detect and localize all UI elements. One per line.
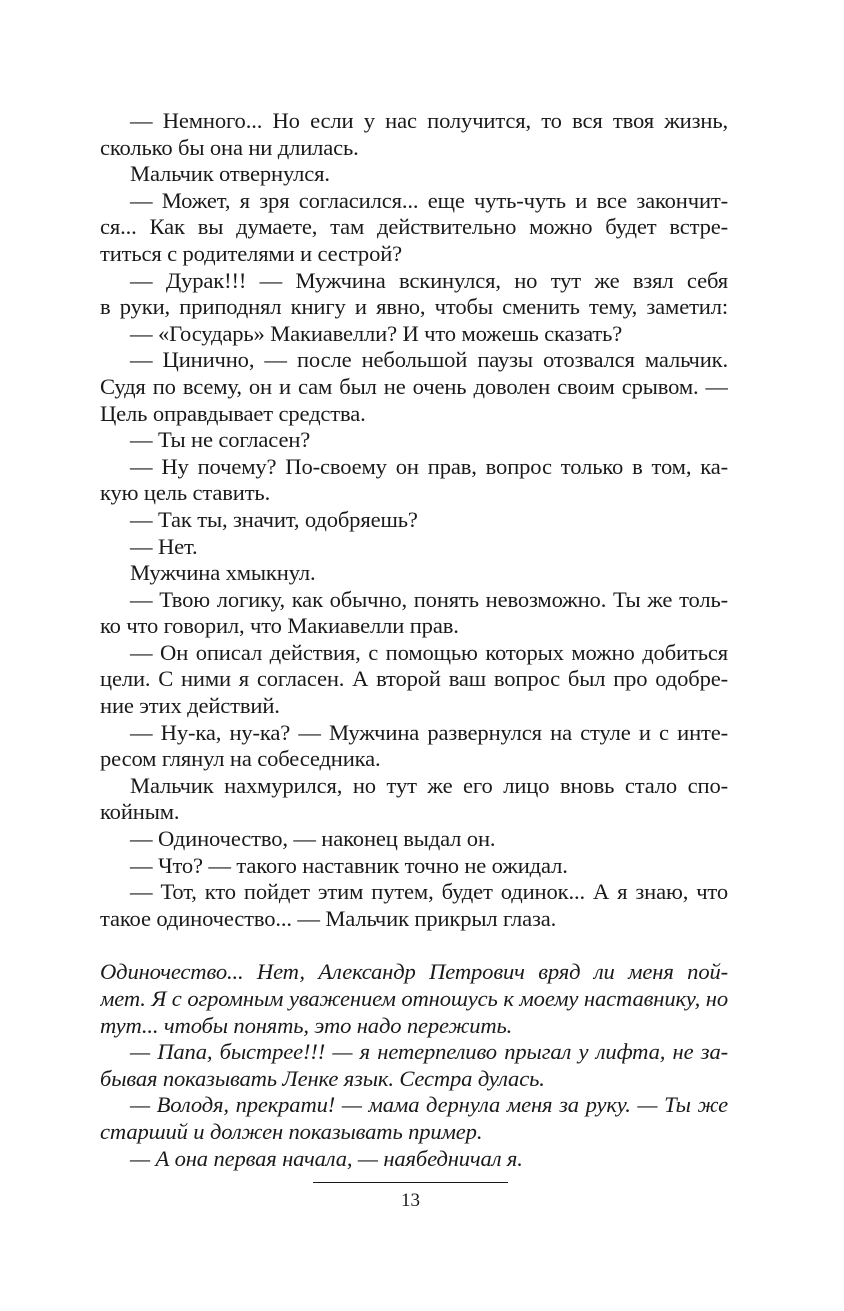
text-line: — Папа, быстрее!!! — я нетерпеливо прыгал у лифта, не за- [130,1039,728,1065]
text-line: цели. С ними я согласен. А второй ваш вопрос был про одобре- [100,666,728,692]
text-line: Цель оправдывает средства. [100,400,366,426]
text-line: тут... чтобы понять, это надо пережить. [100,1012,513,1038]
text-line: Одиночество... Нет, Александр Петрович вряд ли меня пой- [100,959,728,985]
text-line: — Володя, прекрати! — мама дернула меня за руку. — Ты же [130,1092,728,1118]
text-line: — Цинично, — после небольшой паузы отозвался мальчик. [130,347,728,373]
text-line: Мужчина хмыкнул. [130,560,316,586]
text-line: мет. Я с огромным уважением отношусь к моему наставнику, но [100,986,728,1011]
main-text [100,108,728,932]
text-line: ко что говорил, что Макиавелли прав. [100,613,459,639]
text-line: — Ну-ка, ну-ка? — Мужчина развернулся на стуле и с инте- [130,719,728,745]
text-line: такое одиночество... — Мальчик прикрыл глаза. [100,905,557,931]
text-line: — Тот, кто пойдет этим путем, будет одинок... А я знаю, что [130,879,728,905]
text-line: — Твою логику, как обычно, понять невозможно. Ты же толь- [130,586,728,612]
text-line: Мальчик отвернулся. [130,161,330,187]
text-line: — Одиночество, — наконец выдал он. [130,826,496,852]
text-line: — А она первая начала, — наябедничал я. [130,1145,523,1171]
text-line: кую цель ставить. [100,480,271,506]
text-line: — Он описал действия, с помощью которых можно добиться [130,639,728,665]
text-line: Мальчик нахмурился, но тут же его лицо вновь стало спо- [130,772,728,798]
italic-section [100,959,728,1172]
text-line: — «Государь» Макиавелли? И что можешь сказать? [130,320,623,346]
text-line: титься с родителями и сестрой? [100,240,403,266]
text-line: сколько бы она ни длилась. [100,134,359,160]
text-line: ние этих действий. [100,693,280,719]
text-line: — Может, я зря согласился... еще чуть-чуть и все закончит- [130,187,728,213]
text-line: — Что? — такого наставник точно не ожидал. [130,852,568,878]
text-line: ся... Как вы думаете, там действительно можно будет встре- [100,214,728,240]
text-line: Судя по всему, он и сам был не очень доволен своим срывом. — [100,373,728,399]
text-line: койным. [100,799,180,825]
page-text [100,108,728,1172]
text-line: — Немного... Но если у нас получится, то вся твоя жизнь, [130,108,728,133]
text-line: ресом глянул на собеседника. [100,746,381,772]
text-line: — Так ты, значит, одобряешь? [130,506,418,532]
text-line: — Нет. [130,533,198,559]
text-line: бывая показывать Ленке язык. Сестра дулась. [100,1065,545,1091]
section-break [100,932,728,959]
page-number: 13 [401,1190,420,1211]
text-line: — Дурак!!! — Мужчина вскинулся, но тут же взял себя [130,267,728,293]
text-line: старший и должен показывать пример. [100,1118,483,1144]
text-line: — Ну почему? По-своему он прав, вопрос только в том, ка- [130,453,728,479]
text-line: — Ты не согласен? [130,427,311,453]
text-line: в руки, приподнял книгу и явно, чтобы сменить тему, заметил: [100,294,728,320]
footer-rule [313,1182,508,1183]
